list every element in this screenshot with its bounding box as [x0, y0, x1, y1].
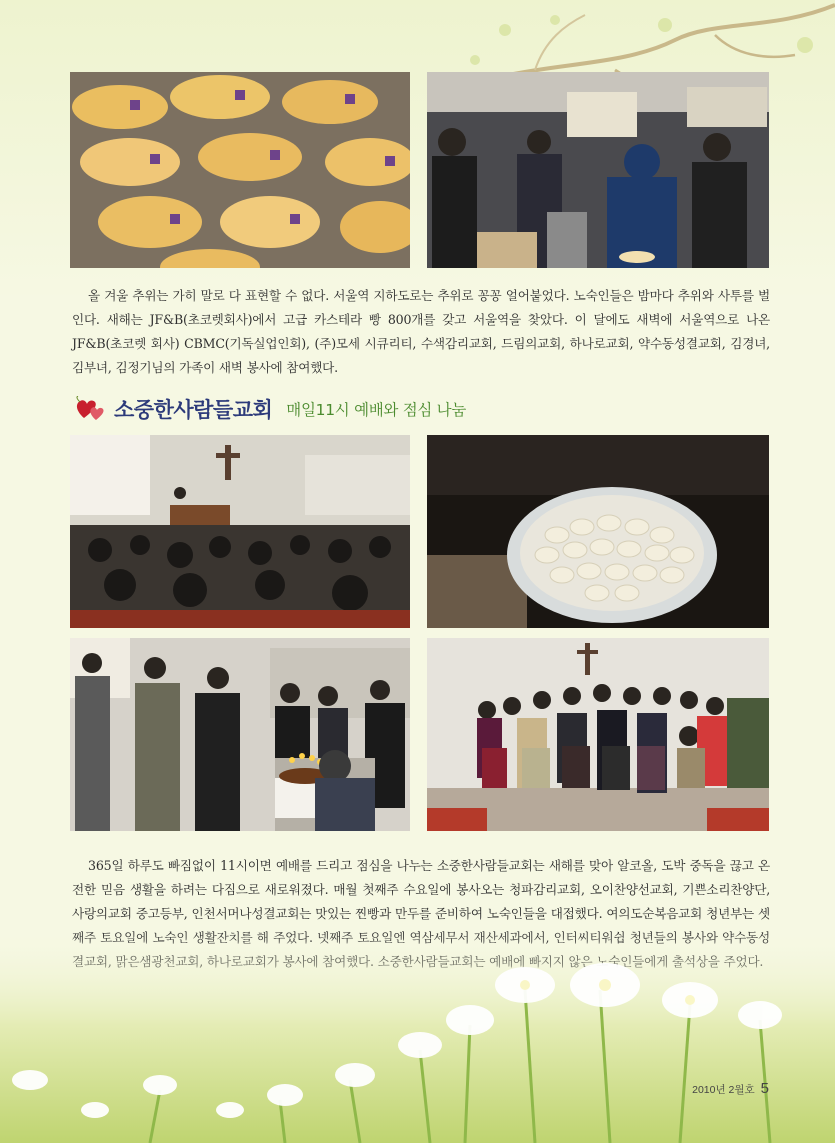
castella-bread-photo	[70, 72, 410, 268]
steamed-dumplings-photo	[427, 435, 769, 628]
flower-meadow-decoration	[0, 930, 835, 1143]
section-title: 소중한사람들교회	[114, 398, 273, 422]
birthday-cake-photo	[70, 638, 410, 831]
section-subtitle: 매일11시 예배와 점심 나눔	[286, 401, 467, 419]
page-number: 5	[760, 1080, 769, 1097]
page-footer	[692, 1080, 769, 1097]
section-heading	[74, 392, 466, 426]
paragraph-seoul-station: 올 겨울 추위는 가히 말로 다 표현할 수 없다. 서울역 지하도로는 추위로 꽁꽁 얼어붙었다. 노숙인들은 밤마다 추위와 사투를 벌인다. 새해는 JF&B(초코렛회사)에서 고급 카스테라 빵 800개를 갖고 서울역을 찾았다. 이 달에도 새벽에 서울역으로 나온 JF&B(초코렛 회사) CBMC(기독실업인회), (주)모세 시큐리티, 수색감리교회, 드림의교회, 하나로교회, 약수동성결교회, 김경녀, 김부녀, 김정기님의 가족이 새벽 봉사에 참여했다.	[72, 288, 770, 375]
paragraph-church: 365일 하루도 빠짐없이 11시이면 예배를 드리고 점심을 나누는 소중한사람들교회는 새해를 맞아 알코올, 도박 중독을 끊고 온전한 믿음 생활을 하려는 다짐으로 새로워졌다. 매월 첫째주 수요일에 봉사오는 청파감리교회, 오이찬양선교회, 기쁜소리찬양단, 사랑의교회 중고등부, 인천서머나성결교회는 맛있는 찐빵과 만두를 준비하여 노숙인들을 대접했다. 여의도순복음교회 청년부는 셋	[72, 858, 770, 921]
hearts-icon	[74, 396, 108, 422]
worship-service-photo	[70, 435, 410, 628]
issue-label: 2010년 2월호	[692, 1084, 755, 1096]
seoul-station-serving-photo	[427, 72, 769, 268]
group-photo	[427, 638, 769, 831]
